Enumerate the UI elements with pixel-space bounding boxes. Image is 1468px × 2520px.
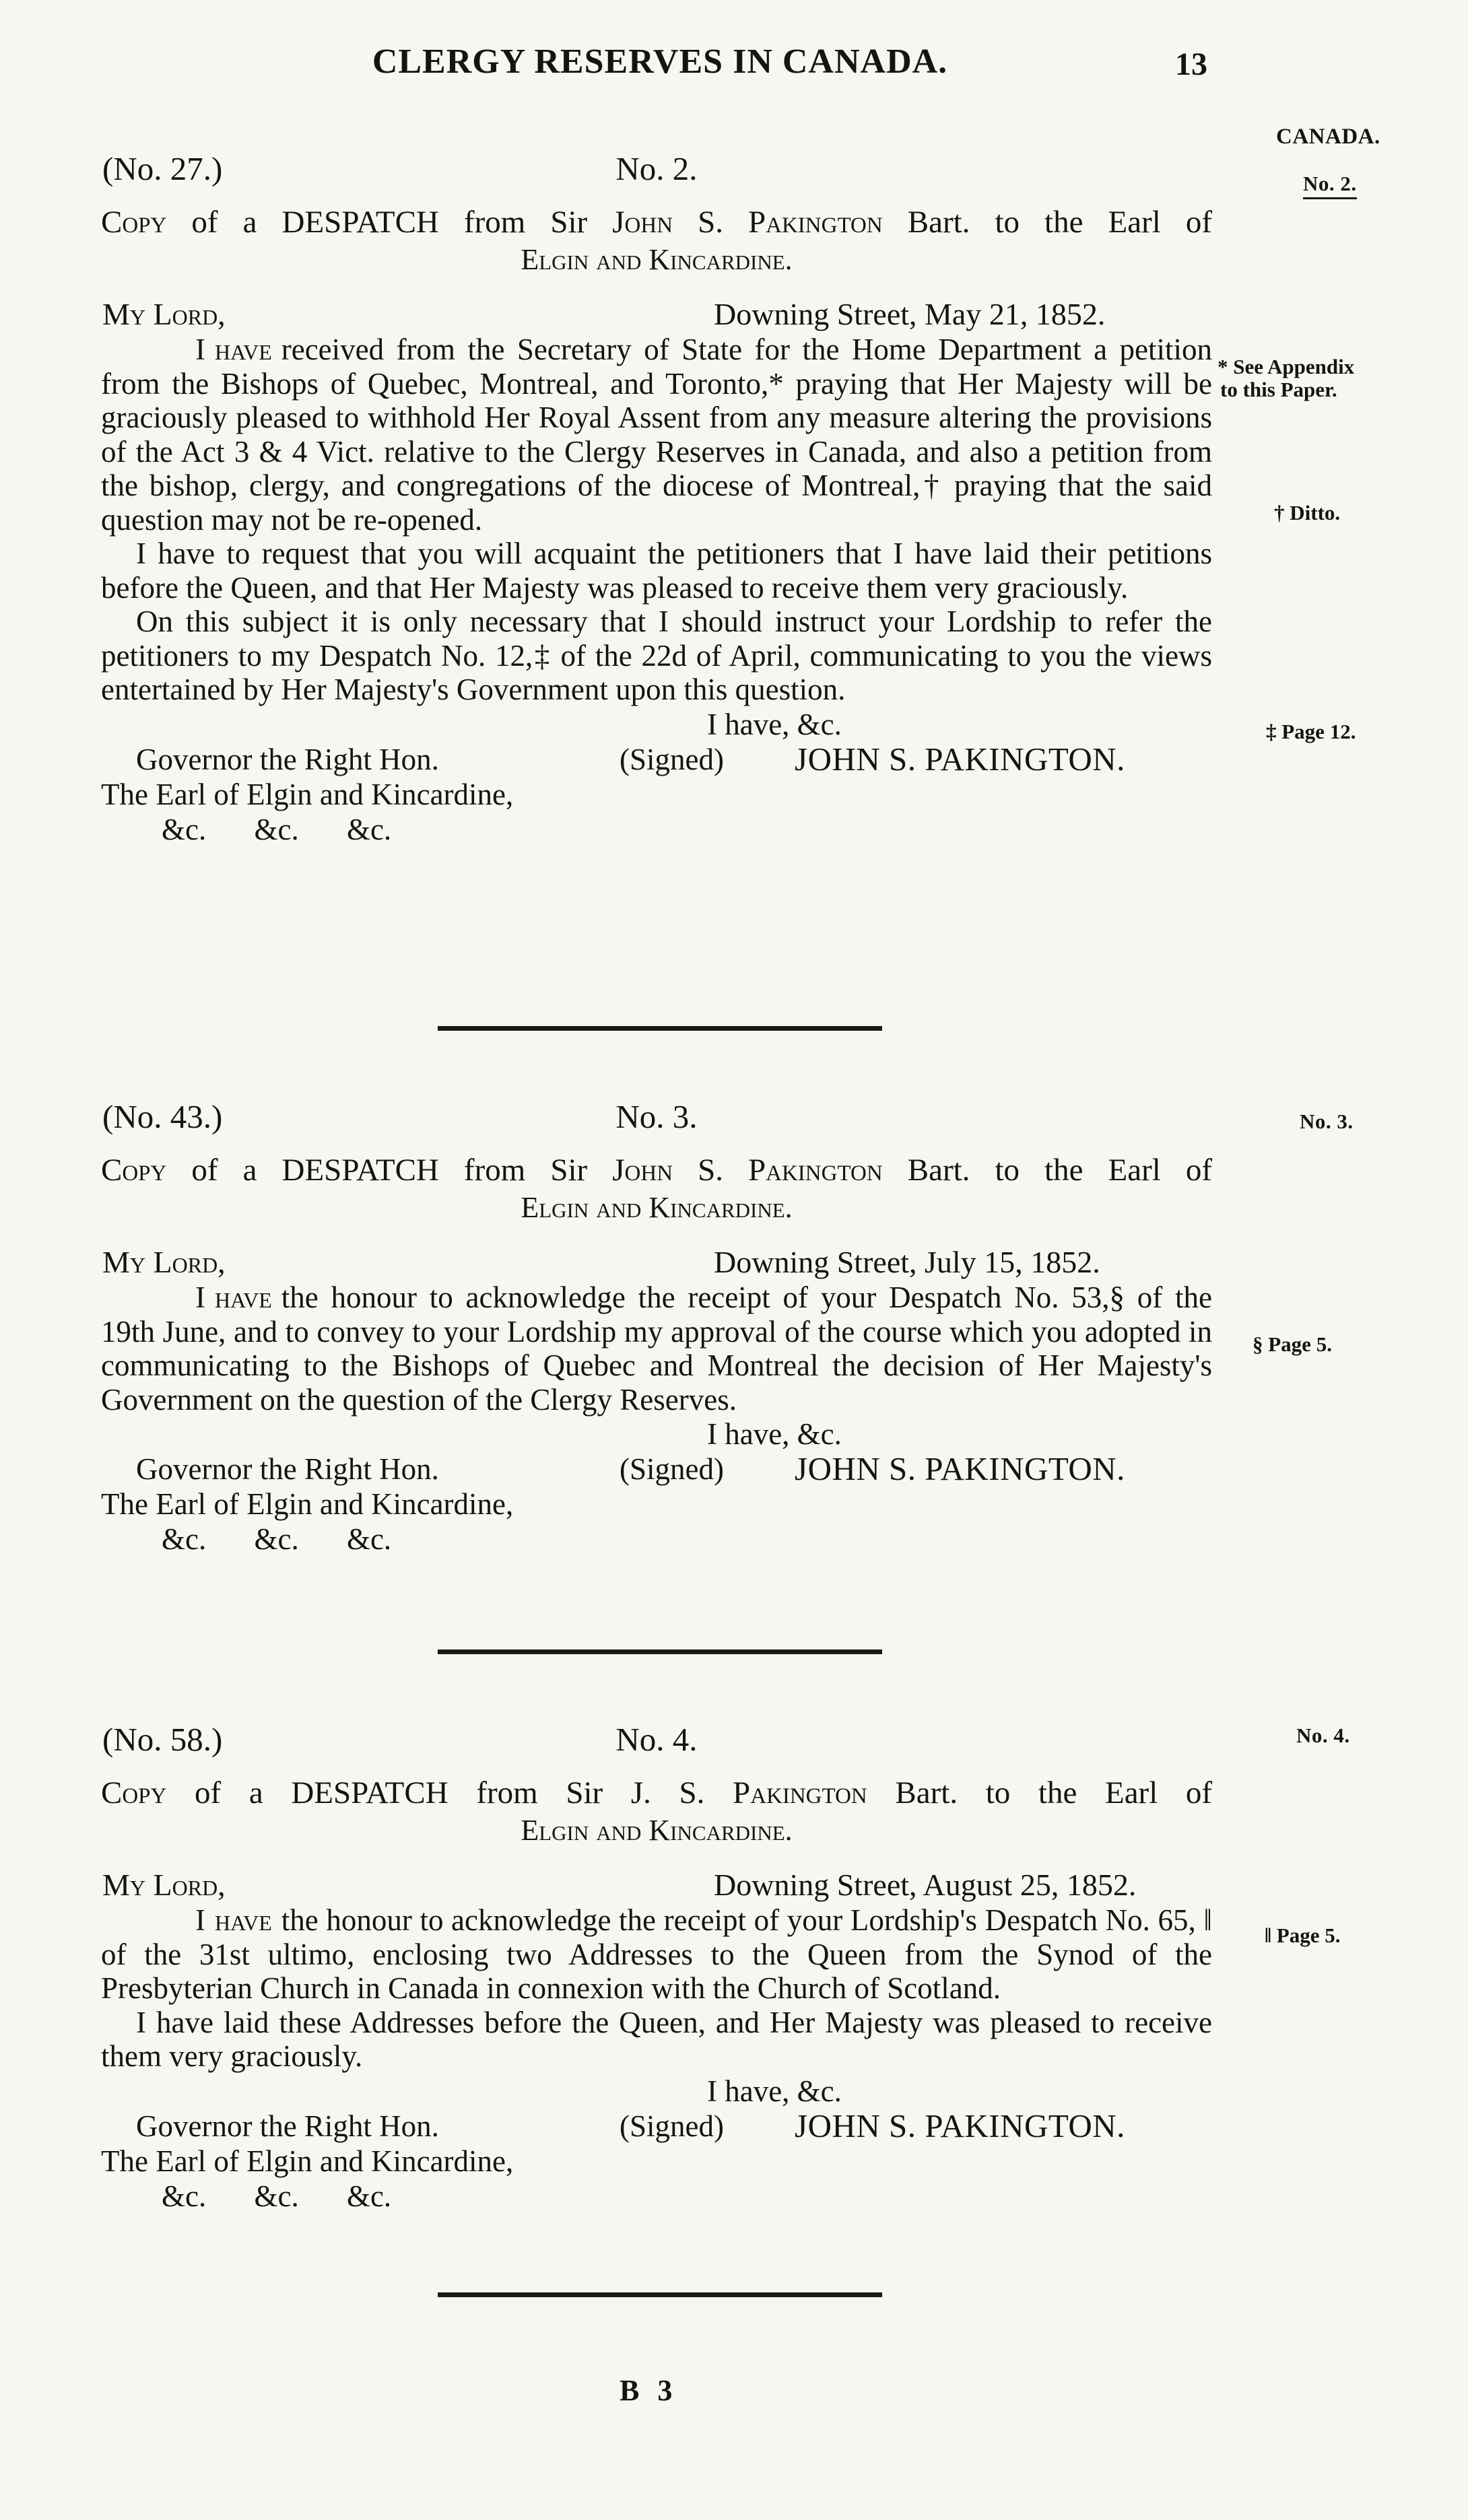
margin-number: No. 4. bbox=[1296, 1724, 1350, 1747]
despatch-title bbox=[101, 203, 1212, 279]
signature-row bbox=[101, 1452, 1212, 1487]
title-sender: J. S. Pakington bbox=[630, 1775, 867, 1810]
body-paragraph: I have the honour to acknowledge the receipt of your Despatch No. 53,§ of the 19th June, and to convey to your Lordship my approval of the course which you adopted in communicating to the Bishops of Quebec and Montreal the decision of Her Majesty's Government on the question of the Clergy Reserves. bbox=[101, 1281, 1212, 1417]
etc-line: &c. &c. &c. bbox=[162, 812, 392, 846]
margin-note: † Ditto. bbox=[1274, 501, 1341, 524]
title-word: Copy bbox=[101, 205, 167, 240]
despatch-number: No. 4. bbox=[615, 1721, 698, 1758]
title-word: Copy bbox=[101, 1775, 167, 1810]
title-sender: John S. Pakington bbox=[612, 205, 883, 240]
body-paragraph: On this subject it is only necessary that I should instruct your Lordship to refer the petitioners to my Despatch No. 12,‡ of the 22d of April, communicating to you the views entertained by Her Majesty's Government upon this question. bbox=[101, 605, 1212, 706]
margin-note: ‖ Page 5. bbox=[1265, 1923, 1341, 1947]
title-recipient: Elgin and Kincardine. bbox=[521, 243, 793, 276]
margin-head-canada: CANADA. bbox=[1276, 125, 1380, 149]
signature-row bbox=[101, 742, 1212, 777]
body-paragraph: I have to request that you will acquaint the petitioners that I have laid their petitions before the Queen, and that Her Majesty was pleased to receive them very graciously. bbox=[101, 537, 1212, 605]
despatch-no-4 bbox=[101, 1720, 1212, 2214]
signed-label: (Signed) bbox=[620, 1452, 724, 1486]
governor-title: Governor the Right Hon. bbox=[136, 1452, 439, 1486]
margin-note: to this Paper. bbox=[1220, 378, 1337, 401]
closing-block bbox=[101, 2074, 1212, 2214]
despatch-no-2 bbox=[101, 149, 1212, 847]
addressee: The Earl of Elgin and Kincardine, bbox=[101, 1487, 514, 1521]
closing-line: I have, &c. bbox=[707, 2074, 842, 2108]
salutation-row bbox=[101, 1244, 1212, 1281]
despatch-number: No. 2. bbox=[615, 150, 698, 187]
title-word: Copy bbox=[101, 1153, 167, 1188]
title-text: of a DESPATCH from Sir bbox=[195, 1775, 603, 1810]
salutation-row bbox=[101, 1867, 1212, 1903]
title-sender: John S. Pakington bbox=[612, 1153, 883, 1188]
section-divider bbox=[438, 1649, 882, 1654]
governor-title: Governor the Right Hon. bbox=[136, 2109, 439, 2143]
section-divider bbox=[438, 2292, 882, 2297]
margin-number: No. 3. bbox=[1300, 1110, 1354, 1133]
etc-line: &c. &c. &c. bbox=[162, 2179, 392, 2213]
despatch-header bbox=[101, 1097, 1212, 1151]
signature-row bbox=[101, 2109, 1212, 2144]
dateline: Downing Street, August 25, 1852. bbox=[714, 1868, 1137, 1902]
margin-note: ‡ Page 12. bbox=[1266, 720, 1356, 743]
margin-note: § Page 5. bbox=[1253, 1332, 1332, 1356]
despatch-title bbox=[101, 1151, 1212, 1227]
closing-block bbox=[101, 707, 1212, 847]
etc-line: &c. &c. &c. bbox=[162, 1522, 392, 1556]
despatch-header bbox=[101, 149, 1212, 203]
salutation: My Lord, bbox=[102, 1868, 226, 1902]
despatch-header bbox=[101, 1720, 1212, 1774]
title-text: of a DESPATCH from Sir bbox=[191, 205, 588, 240]
despatch-ref: (No. 43.) bbox=[102, 1098, 223, 1135]
body-paragraph: I have received from the Secretary of State for the Home Department a petition from the Bishops of Quebec, Montreal, and Toronto,* praying that Her Majesty will be graciously pleased to withhold Her Royal Assent from any measure altering the provisions of the Act 3 & 4 Vict. relative to the Clergy Reserves in Canada, and also a petition from the bishop, clergy, and congregations of the diocese of Montreal,† praying that the said question may not be re-opened. bbox=[101, 333, 1212, 537]
title-text: Bart. to the Earl of bbox=[895, 1775, 1213, 1810]
title-text: of a DESPATCH from Sir bbox=[191, 1153, 588, 1188]
salutation-row bbox=[101, 296, 1212, 333]
title-recipient: Elgin and Kincardine. bbox=[521, 1814, 793, 1847]
salutation: My Lord, bbox=[102, 1245, 226, 1279]
despatch-ref: (No. 58.) bbox=[102, 1721, 223, 1758]
signer-name: JOHN S. PAKINGTON. bbox=[795, 2107, 1125, 2144]
closing-line: I have, &c. bbox=[707, 707, 842, 741]
running-head: CLERGY RESERVES IN CANADA. bbox=[372, 42, 948, 81]
title-text: Bart. to the Earl of bbox=[907, 205, 1212, 240]
section-divider bbox=[438, 1026, 882, 1031]
salutation: My Lord, bbox=[102, 297, 226, 331]
title-recipient: Elgin and Kincardine. bbox=[521, 1191, 793, 1224]
despatch-ref: (No. 27.) bbox=[102, 150, 223, 187]
body-paragraph: I have the honour to acknowledge the receipt of your Lordship's Despatch No. 65, ‖ of the 31st ultimo, enclosing two Addresses to the Queen from the Synod of the Presbyterian Church in Canada in connexion with the Church of Scotland. bbox=[101, 1903, 1212, 2005]
dateline: Downing Street, July 15, 1852. bbox=[714, 1245, 1100, 1279]
closing-line: I have, &c. bbox=[707, 1417, 842, 1451]
body-paragraph: I have laid these Addresses before the Queen, and Her Majesty was pleased to receive them very graciously. bbox=[101, 2005, 1212, 2073]
closing-block bbox=[101, 1417, 1212, 1557]
title-text: Bart. to the Earl of bbox=[907, 1153, 1212, 1188]
page-number: 13 bbox=[1175, 46, 1207, 82]
despatch-title bbox=[101, 1774, 1212, 1849]
addressee: The Earl of Elgin and Kincardine, bbox=[101, 777, 514, 811]
signed-label: (Signed) bbox=[620, 2109, 724, 2143]
signer-name: JOHN S. PAKINGTON. bbox=[795, 1450, 1125, 1487]
despatch-no-3 bbox=[101, 1097, 1212, 1557]
signer-name: JOHN S. PAKINGTON. bbox=[795, 740, 1125, 778]
governor-title: Governor the Right Hon. bbox=[136, 742, 439, 776]
addressee: The Earl of Elgin and Kincardine, bbox=[101, 2144, 514, 2178]
margin-number: No. 2. bbox=[1303, 172, 1357, 199]
dateline: Downing Street, May 21, 1852. bbox=[714, 297, 1106, 331]
signed-label: (Signed) bbox=[620, 742, 724, 776]
despatch-number: No. 3. bbox=[615, 1098, 698, 1135]
signature-mark: B 3 bbox=[620, 2374, 678, 2407]
margin-note: * See Appendix bbox=[1217, 355, 1355, 378]
